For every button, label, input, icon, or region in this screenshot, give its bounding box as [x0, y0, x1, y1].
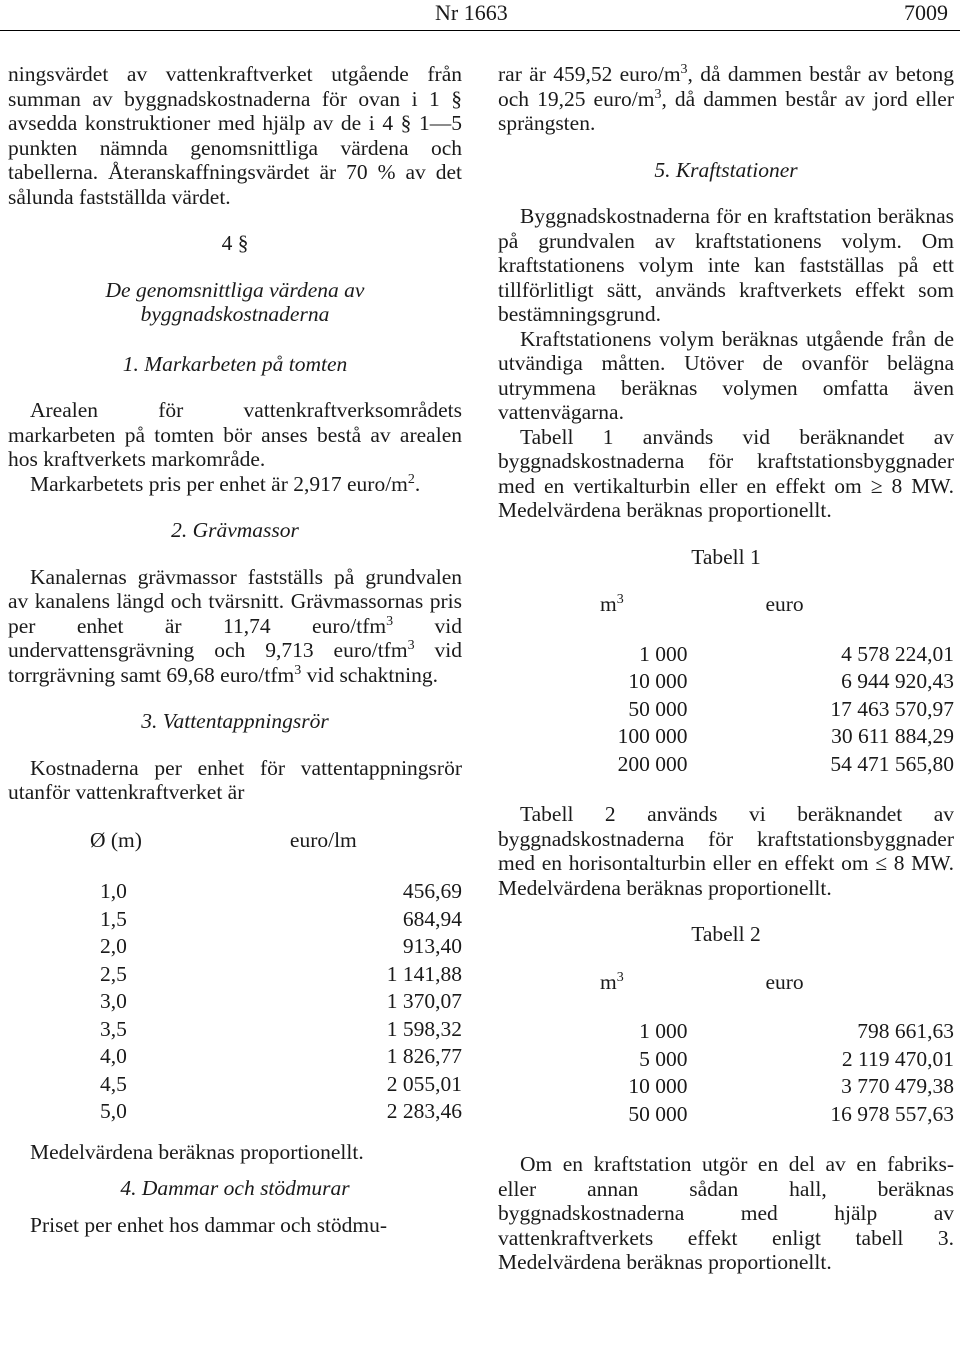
paragraph-kraftstation-matt: Kraftstationens volym beräknas utgående från de utvändiga måtten. Utöver de ovanför belägna utrymmena beräknas volymen omfatta även vattenvägarna.: [498, 326, 954, 424]
table-row: 10 000 3 770 479,38: [628, 1074, 954, 1098]
table2-title: Tabell 2: [691, 922, 761, 946]
heading-kraftstationer: 5. Kraftstationer: [654, 157, 798, 182]
section-title: De genomsnittliga värdena av byggnadskostnaderna: [105, 277, 365, 326]
table-row: 10 000 6 944 920,43: [628, 669, 954, 693]
table-row: 200 000 54 471 565,80: [617, 751, 954, 776]
paragraph-fabrikshall: Om en kraftstation utgör en del av en fabriks- eller annan sådan hall, beräknas byggnadskostnaderna med hjälp av vattenkraftverkets effekt enligt tabell 3. Medelvärdena beräknas proportionellt.: [498, 1152, 954, 1274]
document-number: Nr 1663: [435, 0, 508, 25]
paragraph-markarbeten-area: Arealen för vattenkraftverksområdets markarbeten på tomten bör anses bestå av arealen hos kraftverkets markområde.: [8, 398, 462, 471]
table-header-row: [560, 969, 954, 1019]
table1-title: Tabell 1: [691, 544, 761, 569]
column-header-euro-lm: euro/lm: [289, 827, 357, 852]
page-number: 7009: [904, 0, 948, 25]
intro-paragraph: ningsvärdet av vattenkraftverket utgående från summan av byggnadskostnaderna för ovan i 1 § avsedda konstruktioner med hjälp av de i 4 § 1—5 punkten nämnda genomsnittliga värdena och tabellerna. Återanskaffningsvärdet är 70 % av det sålunda fastställda värdet.: [8, 62, 462, 209]
table-header-row: [560, 591, 954, 641]
paragraph-dammar-cont: rar är 459,52 euro/$m^3$, då dammen består av betong och 19,25 euro/$m^3$, då dammen består av jord eller sprängsten.: [498, 62, 954, 135]
paragraph-markarbeten-price: Markarbetets pris per enhet är 2,917 euro/$m^2$.: [30, 471, 421, 496]
table-row: 1 000 798 661,63: [639, 1019, 954, 1043]
table-row: 2,0 913,40: [100, 934, 462, 958]
section-number: 4 §: [221, 231, 249, 255]
paragraph-gravmassor-basis: Kanalernas grävmassor fastställs på grundvalen av kanalens längd och tvärsnitt. Grävmassornas pris per enhet är 11,74 euro/tfm$^3$ vid undervattensgrävning och 9,713 euro/tfm$^3$ vid torrgrävning samt 69,68 euro/tfm$^3$ vid schaktning.: [8, 564, 462, 687]
column-header-euro: euro: [765, 592, 804, 616]
table-row: 100 000 30 611 884,29: [617, 724, 954, 748]
cost-table-1: [560, 591, 954, 778]
table-row: 1,5 684,94: [100, 906, 462, 931]
paragraph-tabell1-usage: Tabell 1 används vid beräknandet av byggnadskostnaderna för kraftstationsbyggnader med en vertikalturbin eller en effekt om ≥ 8 MW. Medelvärdena beräknas proportionellt.: [498, 424, 954, 522]
table-row: 4,0 1 826,77: [100, 1044, 462, 1068]
column-header-volume: $m^3$: [600, 592, 624, 616]
table-row: 5,0 2 283,46: [100, 1099, 462, 1123]
header-rule: [0, 30, 960, 31]
paragraph-medelvarden: Medelvärdena beräknas proportionellt.: [30, 1139, 364, 1164]
column-header-volume: $m^3$: [600, 969, 624, 994]
table-row: 5 000 2 119 470,01: [639, 1046, 954, 1071]
heading-dammar: 4. Dammar och stödmurar: [120, 1176, 350, 1200]
table-header-row: [90, 827, 462, 879]
paragraph-tabell2-usage: Tabell 2 används vi beräknandet av byggnadskostnaderna för kraftstationsbyggnader med en horisontalturbin eller en effekt om ≤ 8 MW. Medelvärdena beräknas proportionellt.: [498, 802, 954, 900]
heading-gravmassor: 2. Grävmassor: [171, 518, 299, 542]
cost-table-2: [560, 969, 954, 1129]
table-row: 3,5 1 598,32: [100, 1016, 462, 1041]
right-column: [498, 62, 954, 1275]
paragraph-dammar: Priset per enhet hos dammar och stödmu-: [30, 1212, 388, 1237]
table-row: 4,5 2 055,01: [100, 1071, 462, 1096]
table-row: 2,5 1 141,88: [100, 961, 462, 986]
column-header-diameter: Ø (m): [90, 827, 142, 852]
left-column: [8, 62, 462, 1237]
heading-vattentappningsror: 3. Vattentappningsrör: [141, 709, 329, 733]
heading-markarbeten: 1. Markarbeten på tomten: [122, 351, 348, 376]
table-row: 1,0 456,69: [100, 879, 462, 903]
table-row: 50 000 16 978 557,63: [628, 1101, 954, 1126]
pipe-cost-table: [90, 827, 462, 1126]
paragraph-vattentappningsror: Kostnaderna per enhet för vattentappningsrör utanför vattenkraftverket är: [8, 755, 462, 804]
paragraph-kraftstation-volym: Byggnadskostnaderna för en kraftstation beräknas på grundvalen av kraftstationens volym. Om kraftstationens volym inte kan fastställas på ett tillförlitligt sätt, används kraftverkets effekt som bestämningsgrund.: [498, 204, 954, 326]
table-row: 1 000 4 578 224,01: [639, 641, 954, 666]
table-row: 3,0 1 370,07: [100, 989, 462, 1013]
table-row: 50 000 17 463 570,97: [628, 696, 954, 721]
page-header: [0, 0, 960, 30]
column-header-euro: euro: [765, 969, 804, 994]
